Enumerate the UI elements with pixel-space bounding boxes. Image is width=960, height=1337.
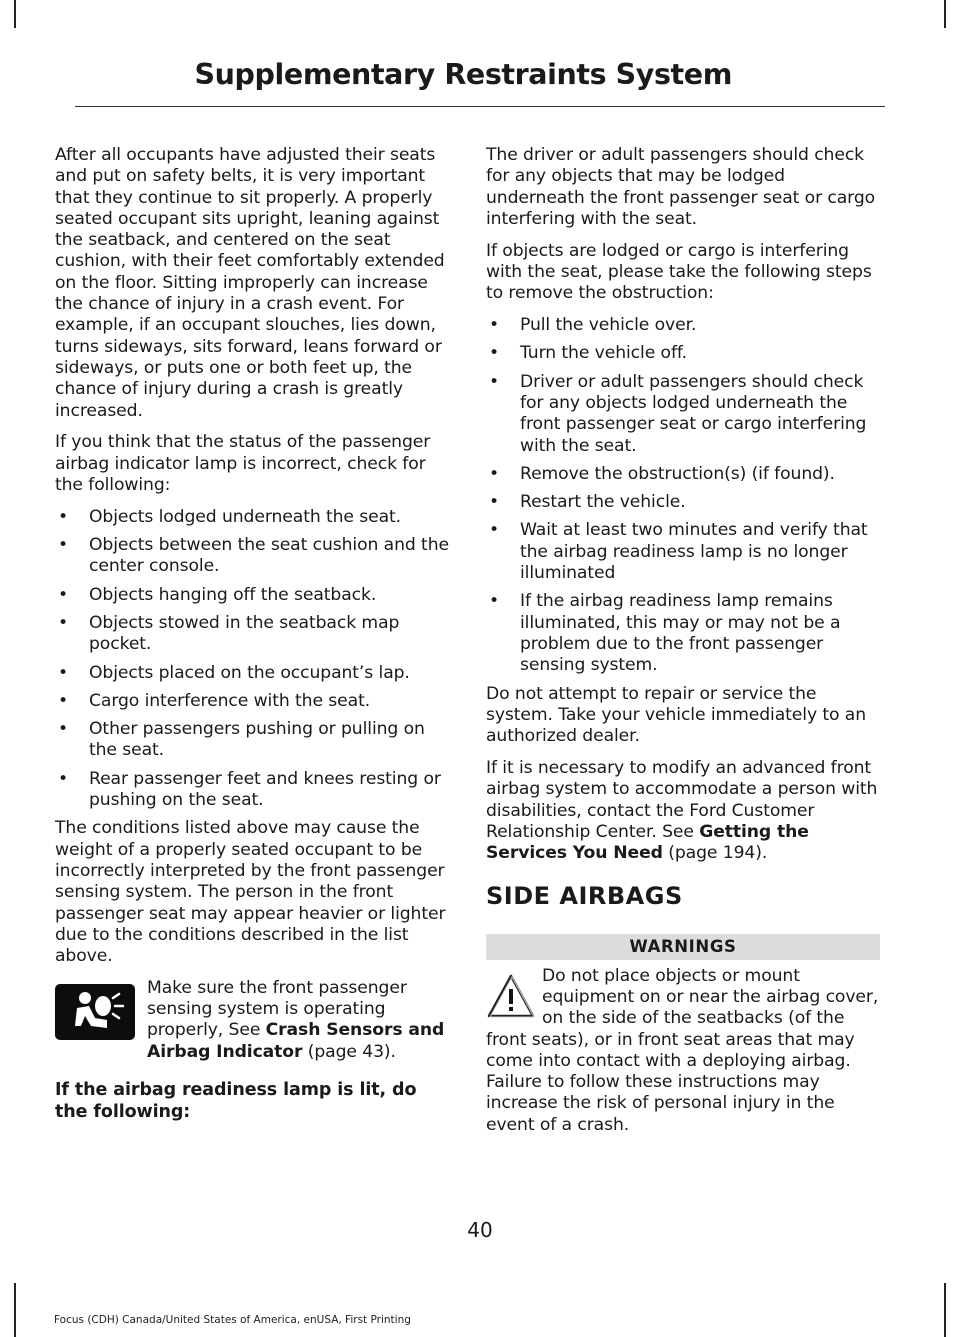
crop-mark-bottom-left [14, 1283, 16, 1337]
bullet-icon: • [58, 612, 69, 633]
crop-mark-top-left [14, 0, 16, 28]
warning-text: Do not place objects or mount equipment on or near the airbag cover, on the side of the seatbacks (of the front seats), or in front seat areas that may come into contact with a deploying airbag. Failure to follow these instructions may increase the risk of personal injury in the event of a crash. [486, 965, 879, 1135]
bullet-icon: • [58, 506, 69, 527]
bullet-icon: • [489, 315, 500, 336]
right-column [486, 145, 880, 1136]
bullet-icon: • [58, 768, 69, 789]
services-link[interactable]: Getting the Services You Need [486, 821, 809, 864]
warning-triangle-icon [486, 972, 536, 1022]
section-title-side-airbags: SIDE AIRBAGS [486, 882, 683, 911]
bullet-icon: • [58, 690, 69, 711]
list-item: • Rear passenger feet and knees resting or pushing on the seat. [58, 768, 441, 811]
page-title: Supplementary Restraints System [194, 58, 732, 91]
airbag-note [55, 978, 449, 1063]
warning-block [486, 966, 880, 1136]
bullet-icon: • [58, 535, 69, 556]
list-item: • Objects lodged underneath the seat. [58, 506, 402, 527]
paragraph-do-not-repair: Do not attempt to repair or service the system. Take your vehicle immediately to an authorized dealer. [486, 683, 867, 747]
crash-sensors-link[interactable]: Crash Sensors and Airbag Indicator [147, 1020, 445, 1062]
list-item: • Wait at least two minutes and verify that the airbag readiness lamp is no longer illuminated [489, 520, 868, 584]
list-item: • Objects stowed in the seatback map pocket. [58, 612, 400, 655]
bullet-icon: • [489, 463, 500, 484]
footer-print-info: Focus (CDH) Canada/United States of America, enUSA, First Printing [54, 1314, 411, 1326]
list-item: • Cargo interference with the seat. [58, 690, 371, 711]
note-page-ref: (page 43). [302, 1041, 396, 1062]
warnings-banner: WARNINGS [486, 934, 880, 960]
paragraph-disabilities: If it is necessary to modify an advanced front airbag system to accommodate a person with disabilities, contact the Ford Customer Relationship Center. See Getting the Services You Need (page 194). [486, 757, 878, 864]
bullet-icon: • [489, 371, 500, 392]
list-item: • Turn the vehicle off. [489, 343, 687, 364]
paragraph-check-objects: The driver or adult passengers should check for any objects that may be lodged underneath the front passenger seat or cargo interfering with the seat. [486, 145, 876, 229]
page-number: 40 [467, 1218, 493, 1242]
note-text: Make sure the front passenger sensing system is operating properly, See [147, 977, 407, 1041]
bullet-icon: • [489, 343, 500, 364]
bullet-icon: • [58, 584, 69, 605]
readiness-lamp-subhead: If the airbag readiness lamp is lit, do the following: [55, 1080, 417, 1123]
left-column [55, 145, 449, 1123]
checklist [55, 507, 449, 812]
list-item: • Driver or adult passengers should check for any objects lodged underneath the front passenger seat or cargo interfering with the seat. [489, 371, 867, 456]
list-item: • Objects between the seat cushion and the center console. [58, 535, 449, 577]
header-rule [75, 106, 885, 107]
bullet-icon: • [489, 591, 500, 612]
list-item: • Other passengers pushing or pulling on the seat. [58, 719, 425, 761]
paragraph-conditions: The conditions listed above may cause the weight of a properly seated occupant to be incorrectly interpreted by the front passenger sensing system. The person in the front passenger seat may appear heavier or lighter due to the conditions described in the list above. [55, 818, 446, 967]
list-item: • If the airbag readiness lamp remains illuminated, this may or may not be a problem due to the front passenger sensing system. [489, 591, 841, 676]
airbag-occupant-icon [55, 984, 135, 1040]
bullet-icon: • [58, 719, 69, 740]
crop-mark-top-right [944, 0, 946, 28]
bullet-icon: • [489, 520, 500, 541]
list-item: • Objects placed on the occupant’s lap. [58, 662, 410, 683]
paragraph-indicator-check: If you think that the status of the passenger airbag indicator lamp is incorrect, check for the following: [55, 432, 431, 495]
bullet-icon: • [58, 662, 69, 683]
list-item: • Pull the vehicle over. [489, 315, 697, 336]
list-item: • Remove the obstruction(s) (if found). [489, 463, 835, 484]
list-item: • Restart the vehicle. [489, 492, 686, 513]
bullet-icon: • [489, 492, 500, 513]
paragraph-seating: After all occupants have adjusted their seats and put on safety belts, it is very important that they continue to sit properly. A properly seated occupant sits upright, leaning against the seatback, and centered on the seat cushion, with their feet comfortably extended on the floor. Sitting improperly can increase the chance of injury in a crash event. For example, if an occupant slouches, lies down, turns sideways, sits forward, leans forward or sideways, or puts one or both feet up, the chance of injury during a crash is greatly increased. [55, 145, 445, 421]
paragraph-remove-steps: If objects are lodged or cargo is interfering with the seat, please take the following steps to remove the obstruction: [486, 240, 872, 304]
steps-list [486, 315, 880, 676]
crop-mark-bottom-right [944, 1283, 946, 1337]
list-item: • Objects hanging off the seatback. [58, 584, 377, 605]
